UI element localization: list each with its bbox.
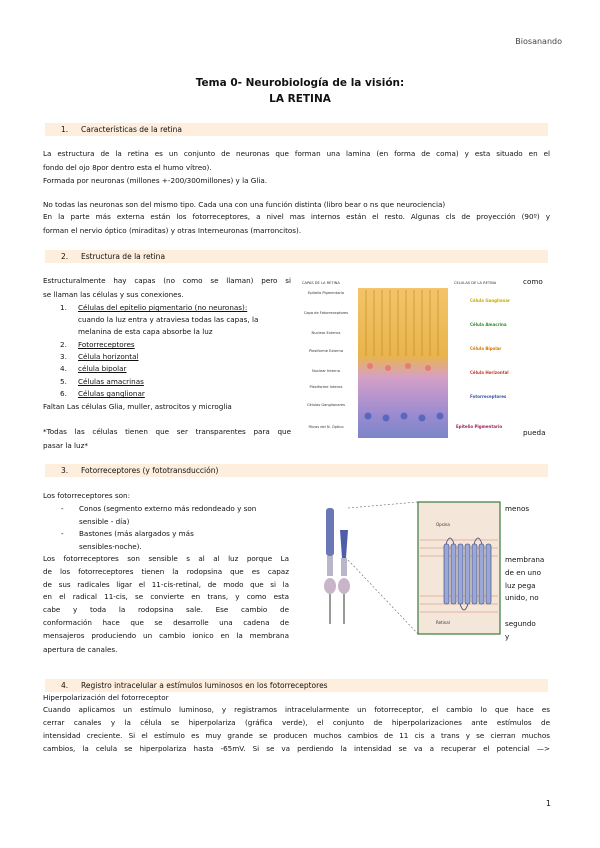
paragraph-line: cerrar canales y la célula se hiperpolariza (gráfica verde), el conjunto de hiperpolarizaciones ante estímulos de <box>43 718 550 727</box>
bullet-text: Bastones (más alargados y más <box>79 529 194 538</box>
layer-label: Nuclear Interna <box>312 369 340 373</box>
list-item <box>60 388 145 400</box>
cell-label: Célula Bipolar <box>470 346 502 351</box>
cell-label: Fotorreceptores <box>470 394 507 399</box>
cell-label: Célula Ganglionar <box>470 298 511 303</box>
document-title: Tema 0- Neurobiología de la visión: <box>195 77 405 89</box>
retina-layers-figure <box>298 276 520 440</box>
list-number: 3. <box>60 352 67 361</box>
paragraph-line: se llaman las células y sus conexiones. <box>43 290 184 299</box>
list-item <box>60 302 247 314</box>
list-item <box>60 363 127 375</box>
list-number: 6. <box>60 389 67 398</box>
paragraph-line: mensajeros produciendo un cambio ionico en la membrana <box>43 631 289 640</box>
paragraph-line: cabe y toda la rodopsina sale. Ese cambio de <box>43 605 289 614</box>
layer-label: Epitelio Pigmentario <box>307 291 345 295</box>
paragraph-line: Faltan Las células Glia, muller, astrocitos y microglia <box>43 402 232 411</box>
section-label: Estructura de la retina <box>81 252 166 261</box>
retinal-label: Retinal <box>436 620 450 625</box>
layer-label: Fibras del N. Óptico <box>308 425 344 429</box>
layer-label: Plexiforme Externa <box>308 349 344 353</box>
paragraph-line: forman el nervio óptico (miraditas) y otras Interneuronas (marroncitos). <box>43 226 302 235</box>
bullet-dash: - <box>61 529 64 538</box>
paragraph-line-right: como <box>523 277 543 286</box>
paragraph-line: Los fotorreceptores son: <box>43 491 131 500</box>
paragraph-line: Cuando aplicamos un estímulo luminoso, y registramos intracelularmente un fotorreceptor, el cambio lo que hace es <box>43 705 550 714</box>
right-column-word: y <box>505 632 510 641</box>
paragraph-line: *Todas las células tienen que ser transparentes para que <box>43 427 291 436</box>
section-label: Fotorreceptores (y fototransducción) <box>81 466 219 475</box>
list-item <box>60 376 144 388</box>
list-text: Fotorreceptores <box>78 340 135 349</box>
paragraph-line: La estructura de la retina es un conjunto de neuronas que forman una lamina (en forma de coma) y esta situado en el <box>43 149 550 158</box>
paragraph-line: conformación hace que se desarrolle una cadena de <box>43 618 289 627</box>
paragraph-line: No todas las neuronas son del mismo tipo. Cada una con una función distinta (libro bear o ns que neurociencia) <box>43 200 446 209</box>
right-column-word: membrana <box>505 555 545 564</box>
opsin-label: Opsina <box>436 522 450 527</box>
section-label: Registro intracelular a estímulos luminosos en los fotorreceptores <box>81 681 328 690</box>
section-heading-3 <box>45 464 548 477</box>
list-item-continuation: melanina de esta capa absorbe la luz <box>78 327 213 336</box>
bullet-dash: - <box>61 504 64 513</box>
section-number: 1. <box>61 125 69 134</box>
header-brand: Biosanando <box>515 37 562 46</box>
paragraph-line: de los fotorreceptores tienen la rodopsina que es capaz <box>43 567 289 576</box>
paragraph-line: fondo del ojo 8por dentro esta el humo vítreo). <box>43 163 212 172</box>
section-number: 2. <box>61 252 69 261</box>
section-number: 4. <box>61 681 69 690</box>
layer-label: Nuclear Externa <box>311 331 341 335</box>
list-item <box>60 351 139 363</box>
cell-label: Célula Amacrina <box>470 322 507 327</box>
list-text: Células amacrinas <box>78 377 144 386</box>
layer-label: Plexiforme Interna <box>309 385 343 389</box>
list-number: 1. <box>60 303 67 312</box>
paragraph-line-right: pueda <box>523 428 546 437</box>
section-heading-2 <box>45 250 548 263</box>
paragraph-line: Los fotorreceptores son sensible s al al luz porque La <box>43 554 289 563</box>
bullet-text: sensibles-noche). <box>79 542 142 551</box>
paragraph-line: Estructuralmente hay capas (no como se llaman) pero si <box>43 276 291 285</box>
paragraph-line: apertura de canales. <box>43 645 118 654</box>
right-column-word: unido, no <box>505 593 539 602</box>
list-number: 2. <box>60 340 67 349</box>
section-label: Características de la retina <box>81 125 183 134</box>
right-column-word: de en uno <box>505 568 542 577</box>
paragraph-line: Formada por neuronas (millones +-200/300millones) y la Glia. <box>43 176 268 185</box>
page-number: 1 <box>545 799 551 808</box>
paragraph-line: en el radical 11-cis, se convierte en trans, y como esta <box>43 592 289 601</box>
layer-label: Células Ganglionares <box>307 403 345 407</box>
list-text: Célula horizontal <box>78 352 139 361</box>
cell-label: Célula Horizontal <box>470 370 509 375</box>
layer-label: Capa de Fotorreceptores <box>303 311 349 315</box>
list-number: 5. <box>60 377 67 386</box>
bullet-text: Conos (segmento externo más redondeado y son <box>79 504 257 513</box>
section-number: 3. <box>61 466 69 475</box>
cell-label: Epitelio Pigmentario <box>456 424 503 429</box>
paragraph-line: cambios, la celula se hiperpolariza hasta -65mV. Si se va perdiendo la intensidad se va a recuperar el potencial —> <box>43 744 550 753</box>
list-item-continuation: cuando la luz entra y atraviesa todas las capas, la <box>78 315 259 324</box>
paragraph-line: En la parte más externa están los fotorreceptores, a nivel mas internos están el resto. Algunas cls de proyección (90º) y <box>43 212 550 221</box>
list-number: 4. <box>60 364 67 373</box>
paragraph-line: de sus radicales ligar el 11-cis-retinal, de modo que si la <box>43 580 289 589</box>
document-subtitle: LA RETINA <box>269 93 331 105</box>
section-heading-1 <box>45 123 548 136</box>
right-column-word: luz pega <box>505 581 536 590</box>
right-column-word: segundo <box>505 619 536 628</box>
section-heading-4 <box>45 679 548 692</box>
bullet-text: sensible - día) <box>79 517 130 526</box>
right-column-word: menos <box>505 504 530 513</box>
list-text: Células del epitelio pigmentario (no neuronas): <box>78 303 248 312</box>
list-item <box>60 339 135 351</box>
figure-header-cells: CELULAS DE LA RETINA <box>454 281 497 285</box>
figure-header-layers: CAPAS DE LA RETINA <box>302 281 340 285</box>
list-text: célula bipolar <box>78 364 127 373</box>
list-text: Células ganglionar <box>78 389 145 398</box>
photoreceptor-figure <box>296 500 502 636</box>
paragraph-line: intensidad creciente. Si el estímulo es muy grande se producen muchos cambios de 11 cis a trans y se cierran muchos <box>43 731 550 740</box>
subheading: Hiperpolarización del fotorreceptor <box>43 693 169 702</box>
paragraph-line: pasar la luz* <box>43 441 88 450</box>
